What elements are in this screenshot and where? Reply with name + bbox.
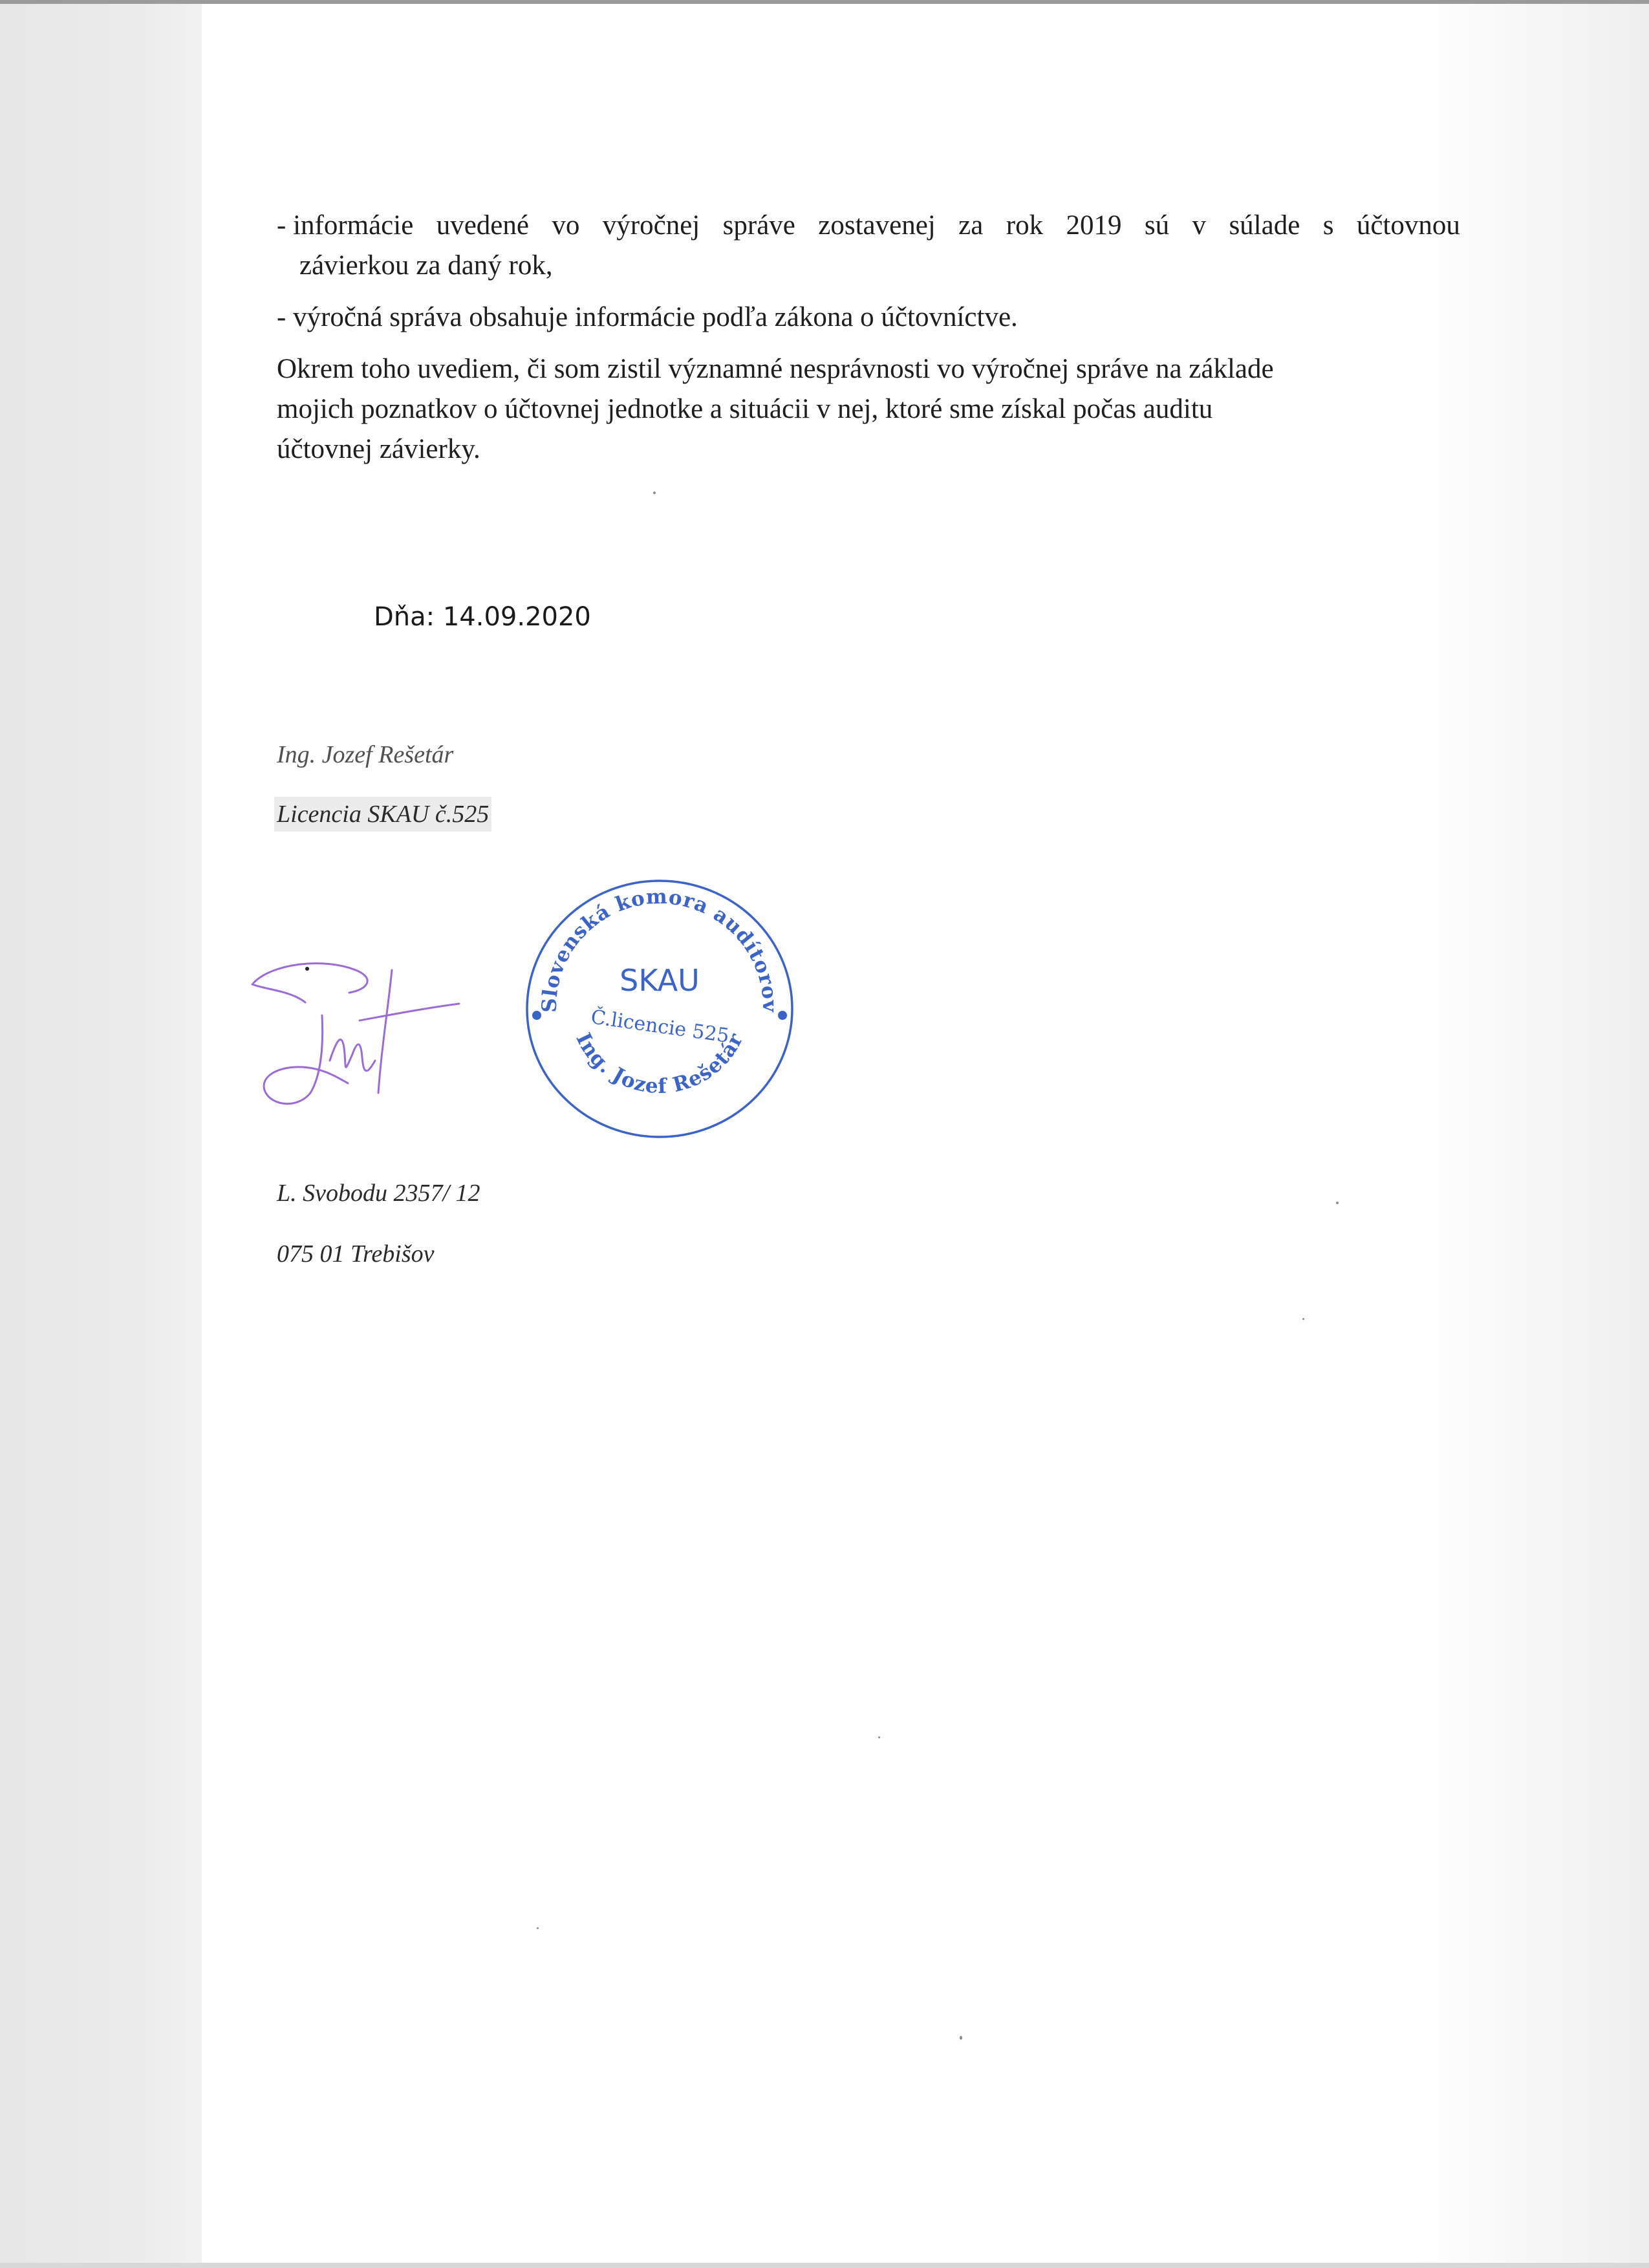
stamp-arc-bottom: Ing. Jozef Rešetár: [571, 1029, 748, 1099]
stamp-arc-top: Slovenská komora audítorov: [537, 885, 782, 1013]
list-item-continuation: závierkou za daný rok,: [299, 250, 553, 281]
auditor-name: Ing. Jozef Rešetár: [277, 741, 454, 768]
auditor-license: Licencia SKAU č.525: [274, 797, 491, 832]
paragraph-line: účtovnej závierky.: [277, 434, 480, 464]
scan-speck: [537, 1927, 539, 1929]
scan-speck: [878, 1736, 880, 1738]
stamp-logo: SKAU: [620, 963, 700, 998]
list-item-law-compliance: - výročná správa obsahuje informácie podľa zákona o účtovníctve.: [277, 302, 1018, 332]
list-item-annual-report-consistency: - informácie uvedené vo výročnej správe zostavenej za rok 2019 sú v súlade s účtovnou: [277, 210, 1460, 241]
stamp-dot-right: [778, 1011, 787, 1020]
handwritten-signature: [246, 944, 466, 1119]
scan-speck: [960, 2036, 962, 2040]
scan-edge-bottom: [0, 2263, 1649, 2268]
scan-shadow-right: [1416, 0, 1649, 2268]
paragraph-line: Okrem toho uvediem, či som zistil významné nesprávnosti vo výročnej správe na základe: [277, 354, 1274, 384]
scan-speck: [1302, 1318, 1304, 1320]
date-line: Dňa: 14.09.2020: [374, 602, 591, 632]
auditor-city: 075 01 Trebišov: [277, 1240, 435, 1268]
stamp-dot-left: [532, 1011, 541, 1020]
auditor-stamp: [511, 868, 808, 1146]
scan-speck: [1336, 1202, 1339, 1204]
stamp-license-text: Č.licencie 525: [589, 1006, 731, 1048]
scan-shadow-left: [0, 0, 202, 2268]
auditor-street: L. Svobodu 2357/ 12: [277, 1180, 480, 1207]
scan-edge-top: [0, 0, 1649, 4]
scan-speck: [653, 491, 656, 494]
paragraph-line: mojich poznatkov o účtovnej jednotke a situácii v nej, ktoré sme získal počas auditu: [277, 394, 1213, 424]
